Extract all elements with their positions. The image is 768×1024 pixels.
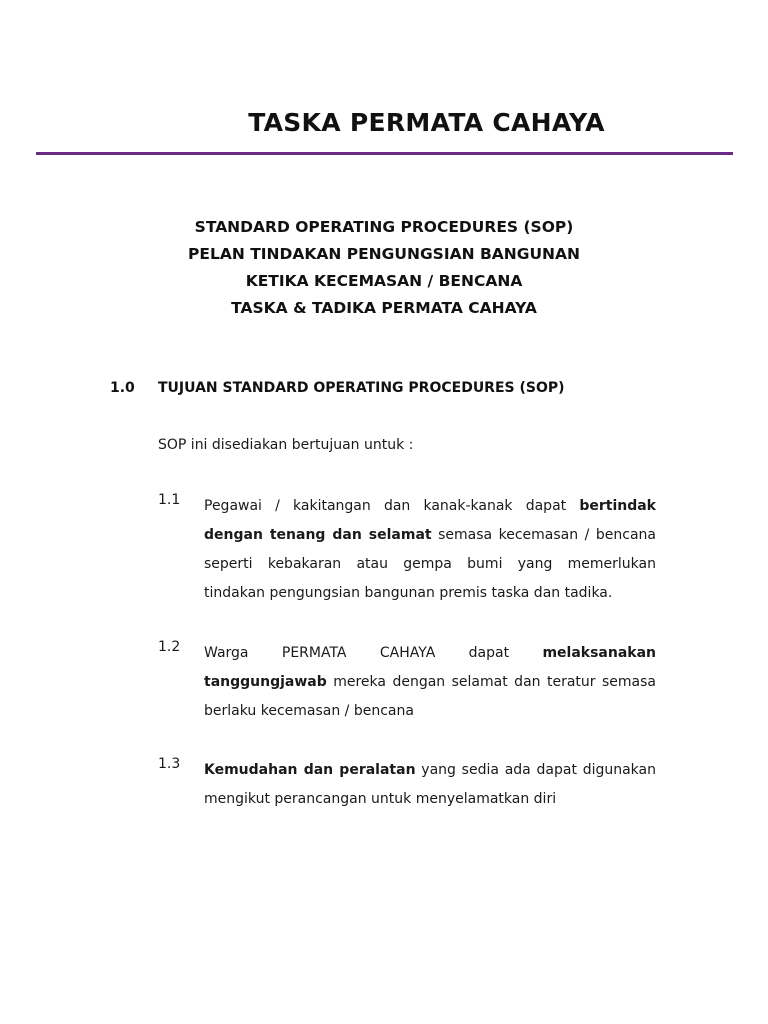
- heading-line: STANDARD OPERATING PROCEDURES (SOP): [194, 218, 574, 236]
- item-text: [204, 639, 656, 726]
- heading-line: TASKA & TADIKA PERMATA CAHAYA: [231, 299, 537, 317]
- section-title: TUJUAN STANDARD OPERATING PROCEDURES (SOP): [158, 380, 565, 396]
- heading-line: PELAN TINDAKAN PENGUNGSIAN BANGUNAN: [188, 245, 580, 263]
- item-text-pre: Warga PERMATA CAHAYA dapat: [204, 645, 543, 661]
- item-text: [204, 756, 656, 814]
- item-text-post: yang sedia ada dapat digunakan mengikut perancangan untuk menyelamatkan diri: [204, 762, 656, 807]
- section-intro: SOP ini disediakan bertujuan untuk :: [158, 437, 414, 453]
- item-number: 1.2: [158, 639, 181, 655]
- list-item: [158, 492, 656, 608]
- item-text-bold: Kemudahan dan peralatan: [204, 762, 416, 778]
- item-number: 1.3: [158, 756, 181, 772]
- item-text-post: mereka dengan selamat dan teratur semasa berlaku kecemasan / bencana: [204, 674, 656, 719]
- list-item: [158, 756, 656, 814]
- item-text-pre: Pegawai / kakitangan dan kanak-kanak dapat: [204, 498, 580, 514]
- item-text-bold: melaksanakan tanggungjawab: [204, 645, 656, 690]
- item-text-post: semasa kecemasan / bencana seperti kebakaran atau gempa bumi yang memerlukan tindakan pengungsian bangunan premis taska dan tadika.: [204, 527, 656, 601]
- list-item: [158, 639, 656, 726]
- sop-heading: [0, 214, 768, 322]
- item-text-bold: bertindak dengan tenang dan selamat: [204, 498, 656, 543]
- document-title: TASKA PERMATA CAHAYA: [248, 108, 605, 137]
- item-text: [204, 492, 656, 608]
- heading-line: KETIKA KECEMASAN / BENCANA: [245, 272, 523, 290]
- title-divider: [36, 152, 733, 155]
- section-heading: [110, 380, 565, 396]
- item-number: 1.1: [158, 492, 181, 508]
- section-number: 1.0: [110, 380, 135, 396]
